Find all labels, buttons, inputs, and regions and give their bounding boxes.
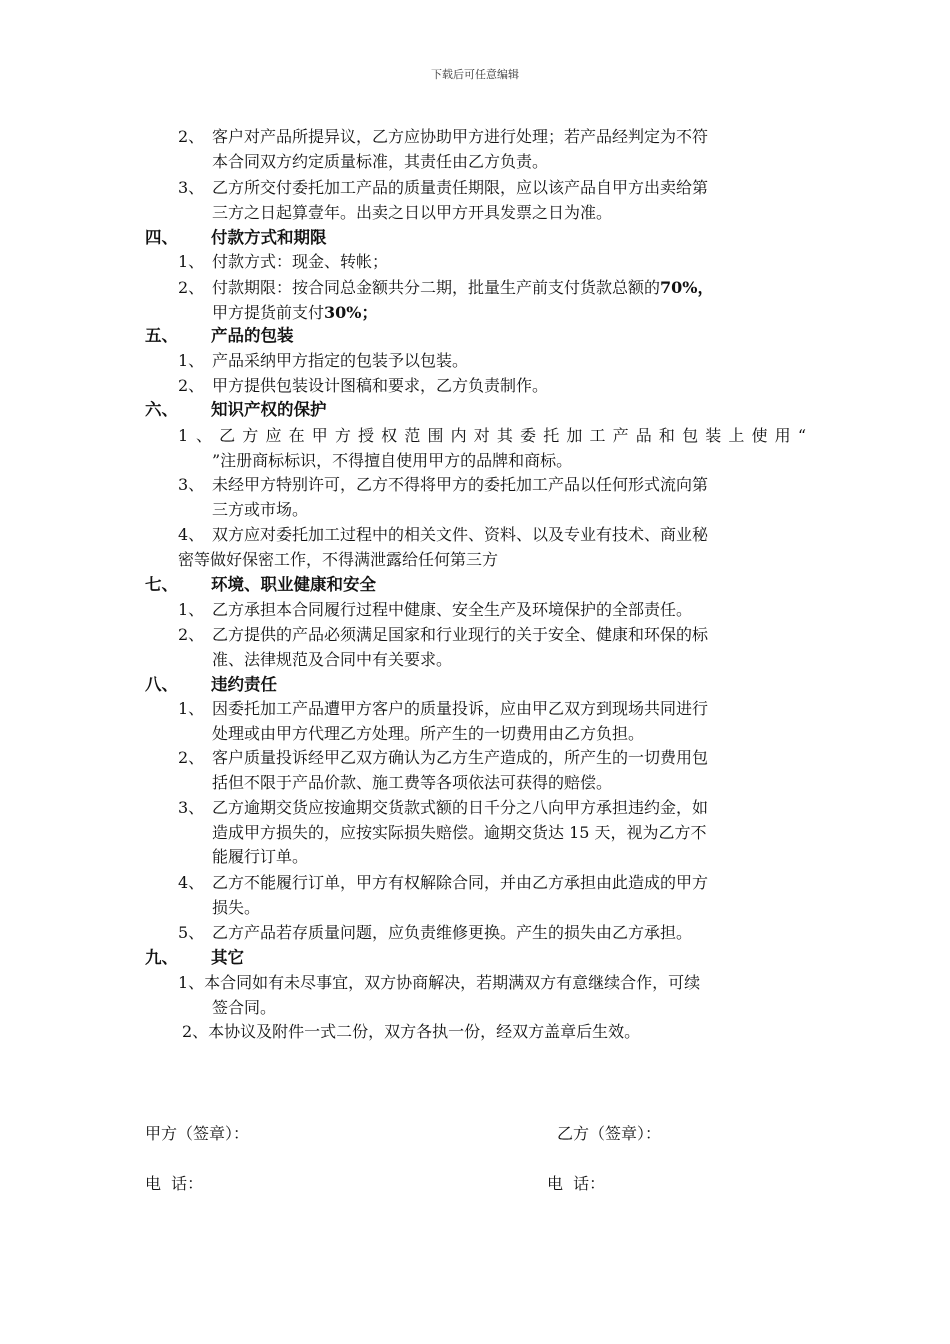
- clause-text: 签合同。: [212, 997, 277, 1017]
- section-title: 产品的包装: [211, 326, 294, 345]
- clause-text: 甲方提供包装设计图稿和要求，乙方负责制作。: [212, 376, 549, 395]
- clause-number: 2、: [178, 278, 205, 297]
- clause-text: 因委托加工产品遭甲方客户的质量投诉，应由甲乙双方到现场共同进行: [212, 699, 709, 718]
- clause-number: 1、: [178, 426, 212, 445]
- clause-number: 1、: [178, 699, 205, 718]
- clause-number: 1、: [178, 252, 205, 271]
- party-b-signature-label: 乙方（签章）：: [557, 1124, 662, 1143]
- clause-text: 乙方所交付委托加工产品的质量责任期限，应以该产品自甲方出卖给第: [212, 178, 709, 197]
- clause-9-1: [178, 971, 806, 1020]
- section-heading-5: [145, 324, 294, 348]
- clause-7-1: [178, 598, 806, 623]
- clause-6-4: [178, 523, 806, 572]
- section-title: 付款方式和期限: [211, 228, 327, 247]
- clause-text: 括但不限于产品价款、施工费等各项依法可获得的赔偿。: [212, 772, 613, 792]
- clause-text: 处理或由甲方代理乙方处理。所产生的一切费用由乙方负担。: [212, 723, 645, 743]
- clause-text: 准、法律规范及合同中有关要求。: [212, 649, 453, 669]
- clause-8-1: [178, 697, 806, 746]
- section-number: 七、: [145, 575, 178, 594]
- clause-text: 乙方逾期交货应按逾期交货款式额的日千分之八向甲方承担违约金，如: [212, 798, 709, 817]
- clause-8-5: [178, 921, 806, 946]
- section-number: 六、: [145, 400, 178, 419]
- clause-4-1: [178, 250, 806, 275]
- clause-number: 1、: [178, 600, 205, 619]
- section-title: 知识产权的保护: [211, 400, 327, 419]
- clause-number: 2、: [178, 748, 205, 767]
- section-number: 八、: [145, 675, 178, 694]
- clause-number: 2、: [178, 625, 205, 644]
- section-title: 环境、职业健康和安全: [211, 575, 376, 594]
- page-header: 下载后可任意编辑: [431, 68, 519, 81]
- clause-number: 5、: [178, 923, 205, 942]
- clause-text: 付款方式：现金、转帐；: [212, 252, 389, 271]
- clause-8-4: [178, 871, 806, 920]
- clause-text: ，: [697, 278, 714, 297]
- section-heading-8: [145, 673, 277, 697]
- section-number: 九、: [145, 948, 178, 967]
- clause-text: 乙方应在甲方授权范围内对其委托加工产品和包装上使用“: [212, 426, 806, 445]
- percent-value: 30%: [324, 302, 362, 322]
- clause-number: 3、: [178, 178, 205, 197]
- section-number: 四、: [145, 228, 178, 247]
- clause-text: 客户质量投诉经甲乙双方确认为乙方生产造成的，所产生的一切费用包: [212, 748, 709, 767]
- clause-3-2: [178, 125, 806, 174]
- party-a-phone-label: 电 话：: [145, 1174, 204, 1193]
- clause-4-2: [178, 276, 806, 325]
- party-b-phone-label: 电 话：: [547, 1174, 606, 1193]
- clause-number: 1、: [178, 351, 205, 370]
- clause-text: ”注册商标标识，不得擅自使用甲方的品牌和商标。: [212, 450, 573, 470]
- clause-text: 产品采纳甲方指定的包装予以包装。: [212, 351, 469, 370]
- clause-text: 双方应对委托加工过程中的相关文件、资料、以及专业有技术、商业秘: [212, 525, 709, 544]
- section-heading-6: [145, 398, 327, 422]
- section-title: 其它: [211, 948, 244, 967]
- clause-8-3: [178, 796, 806, 870]
- clause-number: 2、: [178, 127, 205, 146]
- clause-text: 甲方提货前支付: [212, 302, 325, 322]
- section-title: 违约责任: [211, 675, 277, 694]
- clause-6-1: [178, 424, 806, 473]
- section-heading-7: [145, 573, 376, 597]
- clause-text: 付款期限：按合同总金额共分二期，批量生产前支付货款总额的: [212, 278, 661, 297]
- clause-5-2: [178, 374, 806, 399]
- clause-text: 1、本合同如有未尽事宜，双方协商解决，若期满双方有意继续合作，可续: [178, 973, 701, 992]
- clause-text: 三方或市场。: [212, 499, 309, 519]
- clause-number: 3、: [178, 475, 205, 494]
- clause-number: 2、: [178, 376, 205, 395]
- percent-value: 70%: [660, 278, 698, 297]
- clause-text: 乙方产品若存质量问题，应负责维修更换。产生的损失由乙方承担。: [212, 923, 693, 942]
- clause-3-3: [178, 176, 806, 225]
- clause-text: 客户对产品所提异议，乙方应协助甲方进行处理；若产品经判定为不符: [212, 127, 709, 146]
- clause-text: 三方之日起算壹年。出卖之日以甲方开具发票之日为准。: [212, 202, 613, 222]
- clause-text: 乙方不能履行订单，甲方有权解除合同，并由乙方承担由此造成的甲方: [212, 873, 709, 892]
- clause-text: 乙方承担本合同履行过程中健康、安全生产及环境保护的全部责任。: [212, 600, 693, 619]
- clause-8-2: [178, 746, 806, 795]
- clause-5-1: [178, 349, 806, 374]
- clause-text: 密等做好保密工作，不得满泄露给任何第三方: [178, 549, 499, 569]
- clause-text: 损失。: [212, 897, 261, 917]
- clause-text: 2、本协议及附件一式二份，双方各执一份，经双方盖章后生效。: [182, 1022, 641, 1041]
- clause-number: 3、: [178, 798, 205, 817]
- clause-7-2: [178, 623, 806, 672]
- clause-text: 乙方提供的产品必须满足国家和行业现行的关于安全、健康和环保的标: [212, 625, 709, 644]
- clause-number: 4、: [178, 525, 205, 544]
- clause-9-2: [182, 1020, 810, 1045]
- clause-text: ；: [361, 302, 378, 322]
- party-a-signature-label: 甲方（签章）：: [145, 1124, 250, 1143]
- clause-text: 本合同双方约定质量标准，其责任由乙方负责。: [212, 151, 549, 171]
- clause-text: 能履行订单。: [212, 847, 309, 866]
- clause-text: 造成甲方损失的，应按实际损失赔偿。逾期交货达 15 天，视为乙方不: [212, 822, 707, 842]
- section-number: 五、: [145, 326, 178, 345]
- section-heading-4: [145, 226, 327, 250]
- clause-6-3: [178, 473, 806, 522]
- section-heading-9: [145, 946, 244, 970]
- clause-text: 未经甲方特别许可，乙方不得将甲方的委托加工产品以任何形式流向第: [212, 475, 709, 494]
- clause-number: 4、: [178, 873, 205, 892]
